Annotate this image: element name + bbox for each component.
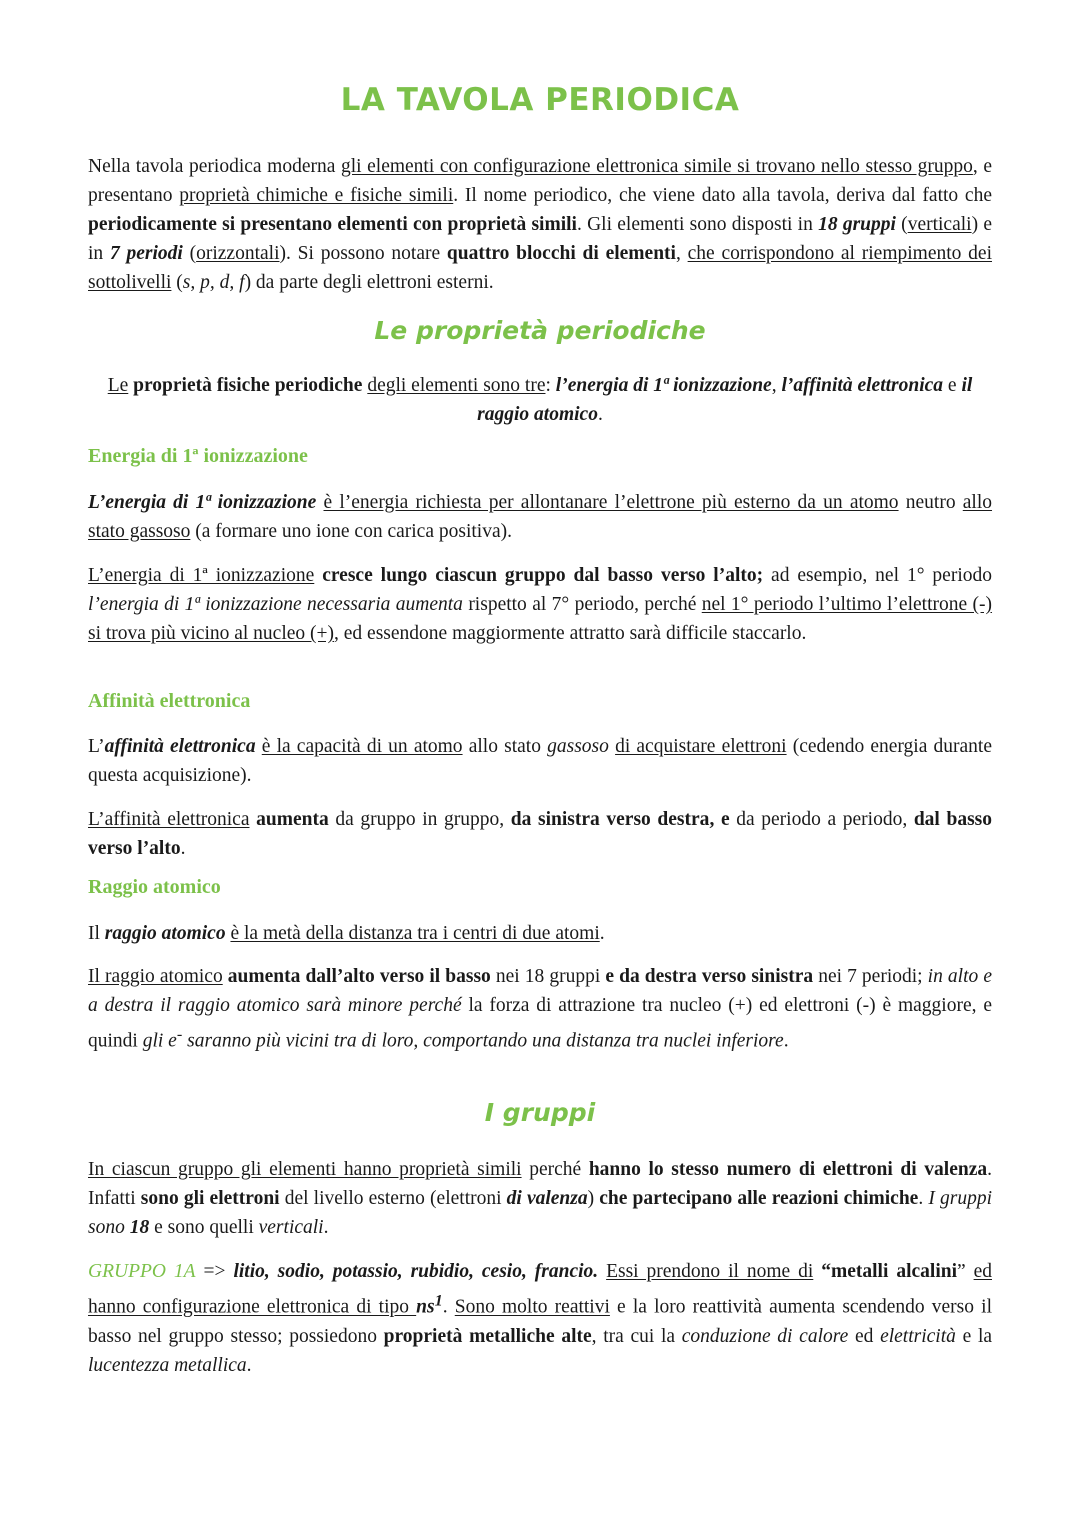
radius-definition: Il raggio atomico è la metà della distanza tra i centri di due atomi. <box>88 923 605 944</box>
group-1a-paragraph: GRUPPO 1A => litio, sodio, potassio, rubidio, cesio, francio. Essi prendono il nome di “metalli alcalini” ed hanno configurazione elettronica di tipo $ns^1$. Sono molto reattivi e la loro reattività aumenta scendendo verso il basso nel gruppo stesso; possiedono proprietà metalliche alte, tra cui la conduzione di calore ed elettricità e la lucentezza metallica. <box>88 1261 993 1376</box>
affinity-trend: L’affinità elettronica aumenta da gruppo in gruppo, da sinistra verso destra, e da periodo a periodo, dal basso verso l’alto. <box>88 809 992 859</box>
ionization-definition: L’energia di 1ª ionizzazione è l’energia richiesta per allontanare l’elettrone più esterno da un atomo neutro allo stato gassoso (a formare uno ione con carica positiva). <box>88 492 993 542</box>
section-heading-groups: I gruppi <box>484 1098 596 1127</box>
intro-paragraph: Nella tavola periodica moderna gli elementi con configurazione elettronica simile si trovano nello stesso gruppo, e presentano proprietà chimiche e fisiche simili. Il nome periodico, che viene dato alla tavola, deriva dal fatto che periodicamente si presentano elementi con proprietà simili. Gli elementi sono disposti in 18 gruppi (verticali) e in 7 periodi (orizzontali). Si possono notare quattro blocchi di elementi, che corrispondono al riempimento dei sottolivelli (s, p, d, f) da parte degli elettroni esterni. <box>88 156 992 293</box>
groups-intro: In ciascun gruppo gli elementi hanno proprietà simili perché hanno lo stesso numero di elettroni di valenza. Infatti sono gli elettroni del livello esterno (elettroni di valenza) che partecipano alle reazioni chimiche. I gruppi sono 18 e sono quelli verticali. <box>88 1159 992 1238</box>
affinity-definition: L’affinità elettronica è la capacità di un atomo allo stato gassoso di acquistare elettroni (cedendo energia durante questa acquisizione). <box>88 736 993 786</box>
subheading-affinity: Affinità elettronica <box>88 690 251 712</box>
radius-trend: Il raggio atomico aumenta dall’alto verso il basso nei 18 gruppi e da destra verso sinistra nei 7 periodi; in alto e a destra il raggio atomico sarà minore perché la forza di attrazione tra nucleo (+) ed elettroni (-) è maggiore, e quindi gli e- saranno più vicini tra di loro, comportando una distanza tra nuclei inferiore. <box>88 966 992 1052</box>
ionization-trend: L’energia di 1ª ionizzazione cresce lungo ciascun gruppo dal basso verso l’alto; ad esempio, nel 1° periodo l’energia di 1ª ionizzazione necessaria aumenta rispetto al 7° periodo, perché nel 1° periodo l’ultimo l’elettrone (-) si trova più vicino al nucleo (+), ed essendone maggiormente attratto sarà difficile staccarlo. <box>88 565 993 644</box>
properties-intro: Le proprietà fisiche periodiche degli elementi sono tre: l’energia di 1ª ionizzazione, l’affinità elettronica e il raggio atomico. <box>107 375 973 425</box>
subheading-radius: Raggio atomico <box>88 876 221 898</box>
page-title: LA TAVOLA PERIODICA <box>340 82 740 118</box>
subheading-ionization: Energia di 1ª ionizzazione <box>88 445 308 467</box>
section-heading-properties: Le proprietà periodiche <box>374 316 706 345</box>
